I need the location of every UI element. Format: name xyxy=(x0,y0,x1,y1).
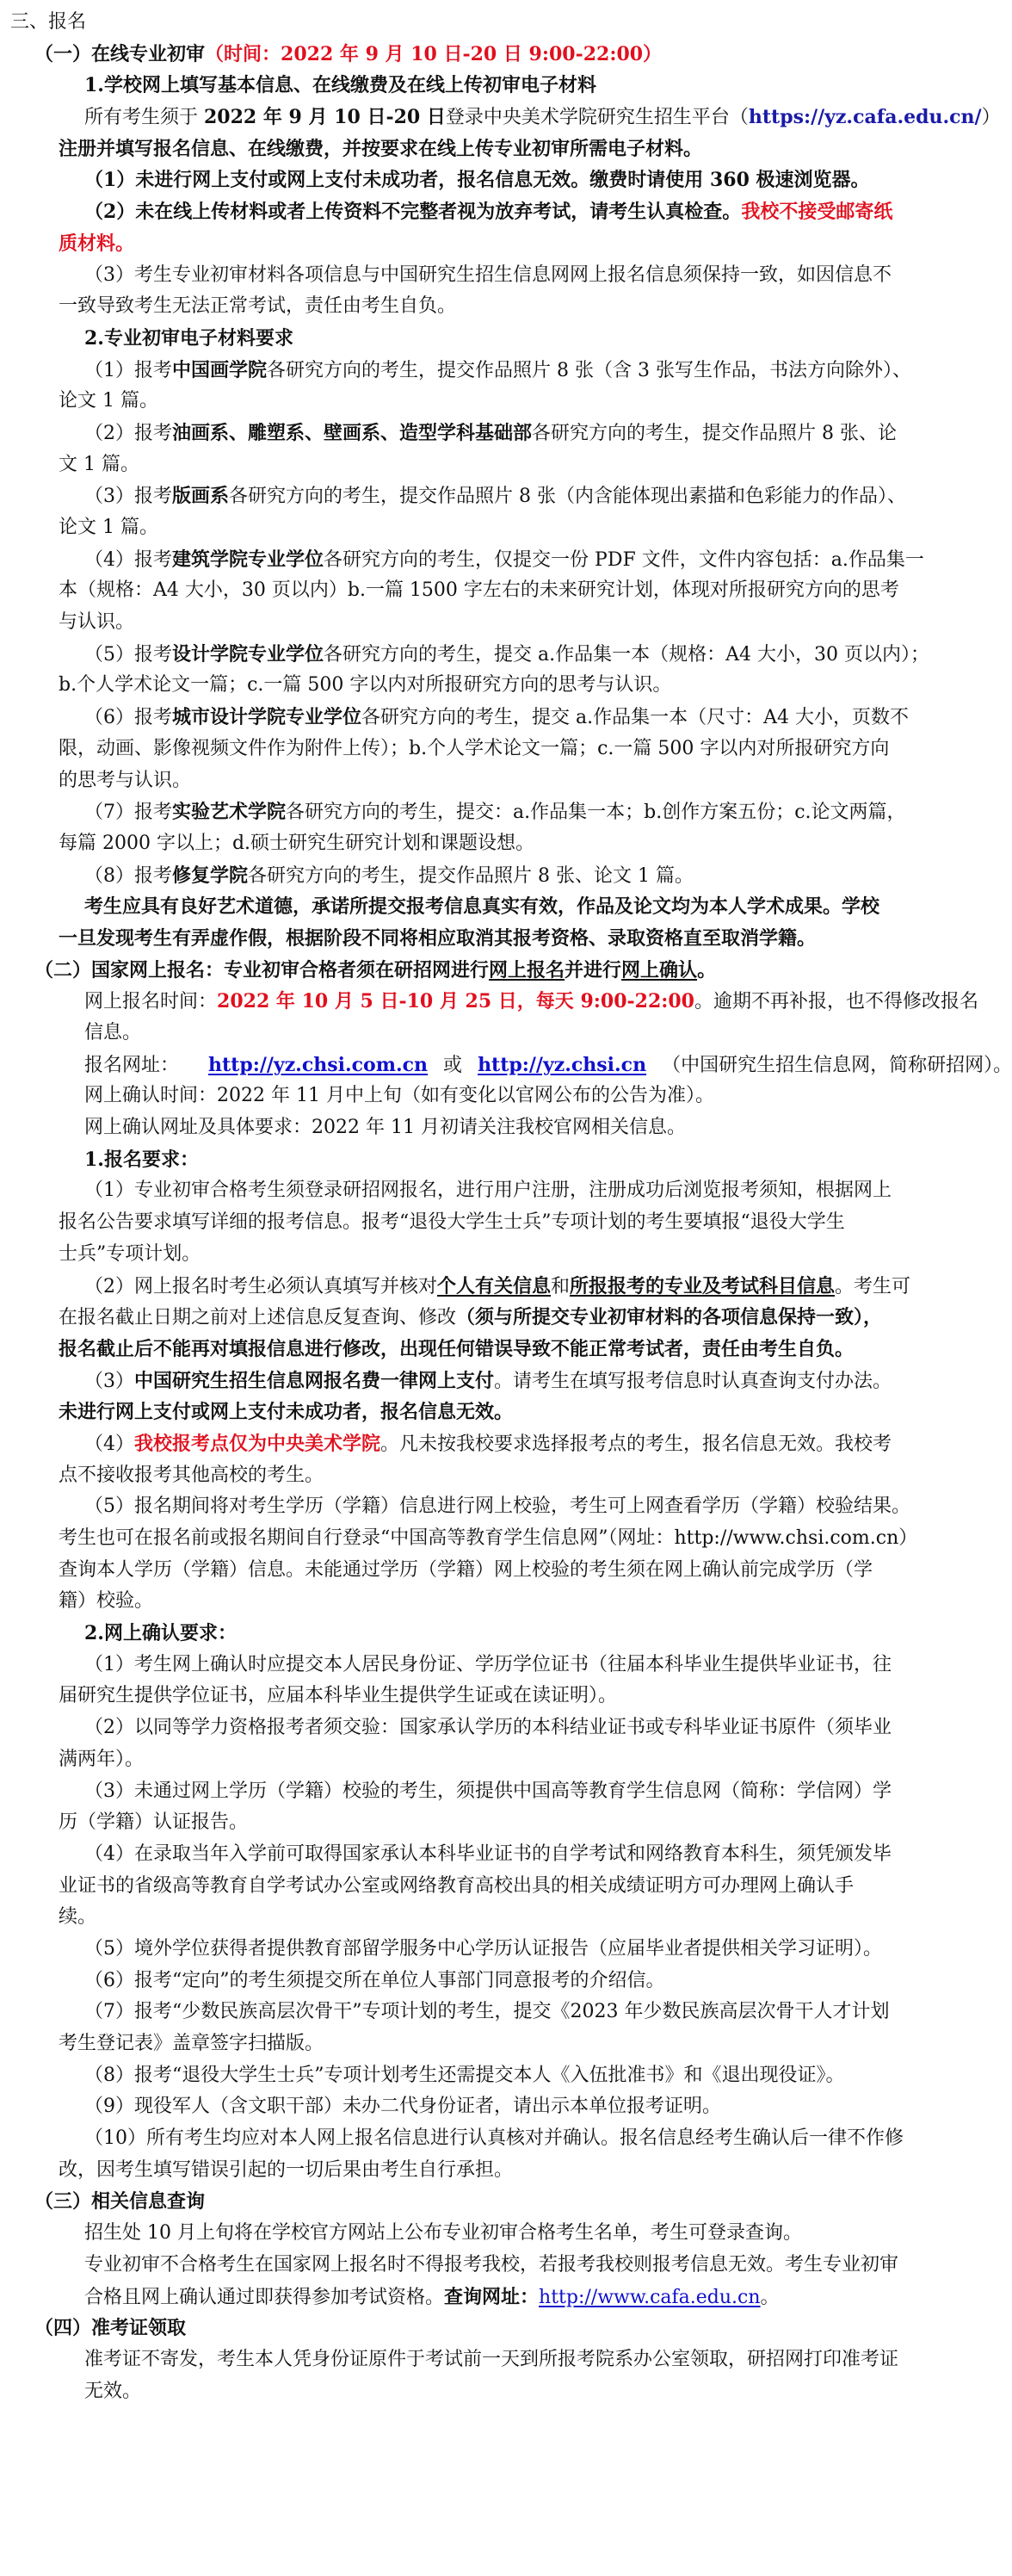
confirm-requirement-cont: 届研究生提供学位证书，应届本科毕业生提供学生证或在读证明）。 xyxy=(59,1685,618,1707)
confirm-requirement-cont: 业证书的省级高等教育自学考试办公室或网络教育高校出具的相关成绩证明方可办理网上确认手 xyxy=(59,1874,855,1897)
subsection-heading-online-review: （一）在线专业初审（时间：2022 年 9 月 10 日-20 日 9:00-22:00） xyxy=(34,42,663,65)
registration-requirement-cont: 在报名截止日期之前对上述信息反复查询、修改（须与所提交专业初审材料的各项信息保持一致）， xyxy=(59,1306,883,1329)
ethics-statement-cont: 一旦发现考生有弄虚作假，根据阶段不同将相应取消其报考资格、录取资格直至取消学籍。 xyxy=(59,926,817,950)
material-item-cont: 本（规格：A4 大小，30 页以内）b.一篇 1500 字左右的未来研究计划，体现对所报研究方向的思考 xyxy=(59,579,899,602)
confirm-requirement: （8）报考“退役大学生士兵”专项计划考生还需提交本人《入伍批准书》和《退出现役证》。 xyxy=(84,2064,845,2086)
material-item: （4）报考建筑学院专业学位各研究方向的考生，仅提交一份 PDF 文件，文件内容包括：a.作品集一 xyxy=(84,548,924,571)
material-item-cont: 论文 1 篇。 xyxy=(59,390,158,412)
platform-link[interactable]: https://yz.cafa.edu.cn/ xyxy=(748,106,982,129)
material-item: （6）报考城市设计学院专业学位各研究方向的考生，提交 a.作品集一本（尺寸：A4 大小，页数不 xyxy=(84,706,909,729)
item-heading: 2.专业初审电子材料要求 xyxy=(84,326,293,350)
registration-requirement: （1）专业初审合格考生须登录研招网报名，进行用户注册，注册成功后浏览报考须知，根据网上 xyxy=(84,1180,892,1202)
requirement-item: （1）未进行网上支付或网上支付未成功者，报名信息无效。缴费时请使用 360 极速浏览器。 xyxy=(84,169,870,192)
admission-ticket-text: 准考证不寄发，考生本人凭身份证原件于考试前一天到所报考院系办公室领取，研招网打印准考证 xyxy=(84,2348,899,2370)
requirement-item-cont: 质材料。 xyxy=(59,232,135,255)
registration-requirement-cont: 士兵”专项计划。 xyxy=(59,1242,201,1265)
yz-chsi-com-cn-link[interactable]: http://yz.chsi.com.cn xyxy=(208,1053,429,1076)
info-query-text: 招生处 10 月上旬将在学校官方网站上公布专业初审合格考生名单，考生可登录查询。 xyxy=(84,2222,802,2245)
document-body xyxy=(0,7,1012,2407)
yz-chsi-cn-link[interactable]: http://yz.chsi.cn xyxy=(478,1053,647,1076)
confirm-requirement: （10）所有考生均应对本人网上报名信息进行认真核对并确认。报名信息经考生确认后一律不作修 xyxy=(84,2127,904,2150)
ethics-statement: 考生应具有良好艺术道德，承诺所提交报考信息真实有效，作品及论文均为本人学术成果。学校 xyxy=(84,895,880,919)
paragraph: 注册并填写报名信息、在线缴费，并按要求在线上传专业初审所需电子材料。 xyxy=(59,137,703,160)
registration-requirement-cont: 查询本人学历（学籍）信息。未能通过学历（学籍）网上校验的考生须在网上确认前完成学历（学 xyxy=(59,1558,873,1581)
item-heading: 1.报名要求： xyxy=(84,1148,199,1171)
registration-requirement-cont: 报名公告要求填写详细的报考信息。报考“退役大学生士兵”专项计划的考生要填报“退役大学生 xyxy=(59,1211,845,1234)
confirm-requirement-cont: 考生登记表》盖章签字扫描版。 xyxy=(59,2033,324,2054)
confirm-requirement-cont: 续。 xyxy=(59,1906,97,1929)
confirm-requirement: （7）报考“少数民族高层次骨干”专项计划的考生，提交《2023 年少数民族高层次骨干人才计划 xyxy=(84,2001,890,2023)
registration-requirement-cont: 未进行网上支付或网上支付未成功者，报名信息无效。 xyxy=(59,1401,514,1424)
item-heading: 2.网上确认要求： xyxy=(84,1622,237,1645)
registration-time: 网上报名时间：2022 年 10 月 5 日-10 月 25 日，每天 9:00-22:00。逾期不再补报，也不得修改报名 xyxy=(84,990,979,1013)
subsection-heading-national-registration: （二）国家网上报名：专业初审合格者须在研招网进行网上报名并进行网上确认。 xyxy=(34,958,717,981)
registration-requirement: （5）报名期间将对考生学历（学籍）信息进行网上校验，考生可上网查看学历（学籍）校验结果。 xyxy=(84,1495,911,1518)
material-item-cont: 与认识。 xyxy=(59,611,135,634)
registration-requirement-cont: 点不接收报考其他高校的考生。 xyxy=(59,1464,324,1486)
material-item-cont: 的思考与认识。 xyxy=(59,769,192,791)
material-item: （3）报考版画系各研究方向的考生，提交作品照片 8 张（内含能体现出素描和色彩能力的作品）、 xyxy=(84,485,907,508)
registration-requirement-cont: 籍）校验。 xyxy=(59,1590,154,1613)
registration-site: 报名网址： http://yz.chsi.com.cn 或 http://yz.chsi.cn （中国研究生招生信息网，简称研招网）。 xyxy=(84,1053,1012,1076)
section-title: 三、报名 xyxy=(10,11,87,33)
requirement-item-cont: 一致导致考生无法正常考试，责任由考生自负。 xyxy=(59,295,457,318)
material-item: （7）报考实验艺术学院各研究方向的考生，提交：a.作品集一本；b.创作方案五份；c.论文两篇， xyxy=(84,801,906,824)
material-item-cont: 论文 1 篇。 xyxy=(59,517,158,538)
item-heading: 1.学校网上填写基本信息、在线缴费及在线上传初审电子材料 xyxy=(84,74,596,97)
registration-requirement: （4）我校报考点仅为中央美术学院。凡未按我校要求选择报考点的考生，报名信息无效。我校考 xyxy=(84,1432,892,1455)
info-query-text: 合格且网上确认通过即获得参加考试资格。查询网址：http://www.cafa.edu.cn。 xyxy=(84,2285,780,2308)
material-item-cont: 限，动画、影像视频文件作为附件上传）；b.个人学术论文一篇；c.一篇 500 字以内对所报研究方向 xyxy=(59,737,890,759)
admission-ticket-text: 无效。 xyxy=(84,2380,142,2402)
confirm-requirement-cont: 改，因考生填写错误引起的一切后果由考生自行承担。 xyxy=(59,2158,514,2181)
registration-requirement: （2）网上报名时考生必须认真填写并核对个人有关信息和所报报考的专业及考试科目信息。考生可 xyxy=(84,1274,911,1297)
subsection-heading-info-query: （三）相关信息查询 xyxy=(34,2190,206,2214)
confirm-requirement: （9）现役军人（含文职干部）未办二代身份证者，请出示本单位报考证明。 xyxy=(84,2096,721,2118)
registration-requirement-cont: 报名截止后不能再对填报信息进行修改，出现任何错误导致不能正常考试者，责任由考生自负。 xyxy=(59,1337,855,1360)
subsection-heading-admission-ticket: （四）准考证领取 xyxy=(34,2317,187,2340)
confirm-requirement: （6）报考“定向”的考生须提交所在单位人事部门同意报考的介绍信。 xyxy=(84,1969,665,1991)
confirm-requirement-cont: 历（学籍）认证报告。 xyxy=(59,1811,249,1834)
material-item: （1）报考中国画学院各研究方向的考生，提交作品照片 8 张（含 3 张写生作品，书法方向除外）、 xyxy=(84,358,911,381)
cafa-website-link[interactable]: http://www.cafa.edu.cn xyxy=(539,2286,761,2308)
material-item-cont: 每篇 2000 字以上；d.硕士研究生研究计划和课题设想。 xyxy=(59,832,535,854)
confirm-requirement: （1）考生网上确认时应提交本人居民身份证、学历学位证书（往届本科毕业生提供毕业证书，往 xyxy=(84,1653,892,1675)
registration-requirement: （3）中国研究生招生信息网报名费一律网上支付。请考生在填写报考信息时认真查询支付办法。 xyxy=(84,1369,892,1392)
material-item: （2）报考油画系、雕塑系、壁画系、造型学科基础部各研究方向的考生，提交作品照片 8 张、论 xyxy=(84,421,898,444)
requirement-item: （3）考生专业初审材料各项信息与中国研究生招生信息网网上报名信息须保持一致，如因信息不 xyxy=(84,263,892,286)
paragraph: 所有考生须于 2022 年 9 月 10 日-20 日登录中央美术学院研究生招生平台（https://yz.cafa.edu.cn/） xyxy=(84,106,1001,129)
confirm-requirement: （4）在录取当年入学前可取得国家承认本科毕业证书的自学考试和网络教育本科生，须凭颁发毕 xyxy=(84,1842,892,1865)
confirm-requirement: （3）未通过网上学历（学籍）校验的考生，须提供中国高等教育学生信息网（简称：学信网）学 xyxy=(84,1780,892,1802)
info-query-text: 专业初审不合格考生在国家网上报名时不得报考我校，若报考我校则报考信息无效。考生专业初审 xyxy=(84,2253,899,2276)
confirm-requirement-cont: 满两年）。 xyxy=(59,1748,145,1770)
material-item-cont: b.个人学术论文一篇；c.一篇 500 字以内对所报研究方向的思考与认识。 xyxy=(59,674,672,697)
material-item: （8）报考修复学院各研究方向的考生，提交作品照片 8 张、论文 1 篇。 xyxy=(84,864,694,887)
confirm-time: 网上确认时间：2022 年 11 月中上旬（如有变化以官网公布的公告为准）。 xyxy=(84,1085,714,1107)
material-item-cont: 文 1 篇。 xyxy=(59,453,139,475)
confirm-requirement: （5）境外学位获得者提供教育部留学服务中心学历认证报告（应届毕业者提供相关学习证明）。 xyxy=(84,1937,883,1960)
registration-time-cont: 信息。 xyxy=(84,1022,142,1043)
confirm-requirement: （2）以同等学力资格报考者须交验：国家承认学历的本科结业证书或专科毕业证书原件（须毕业 xyxy=(84,1717,892,1739)
confirm-site: 网上确认网址及具体要求：2022 年 11 月初请关注我校官网相关信息。 xyxy=(84,1117,686,1139)
requirement-item: （2）未在线上传材料或者上传资料不完整者视为放弃考试，请考生认真检查。我校不接受邮寄纸 xyxy=(84,201,893,224)
material-item: （5）报考设计学院专业学位各研究方向的考生，提交 a.作品集一本（规格：A4 大小，30 页以内）； xyxy=(84,642,929,666)
registration-requirement-cont: 考生也可在报名前或报名期间自行登录“中国高等教育学生信息网”（网址：http://www.chsi.com.cn） xyxy=(59,1527,918,1549)
